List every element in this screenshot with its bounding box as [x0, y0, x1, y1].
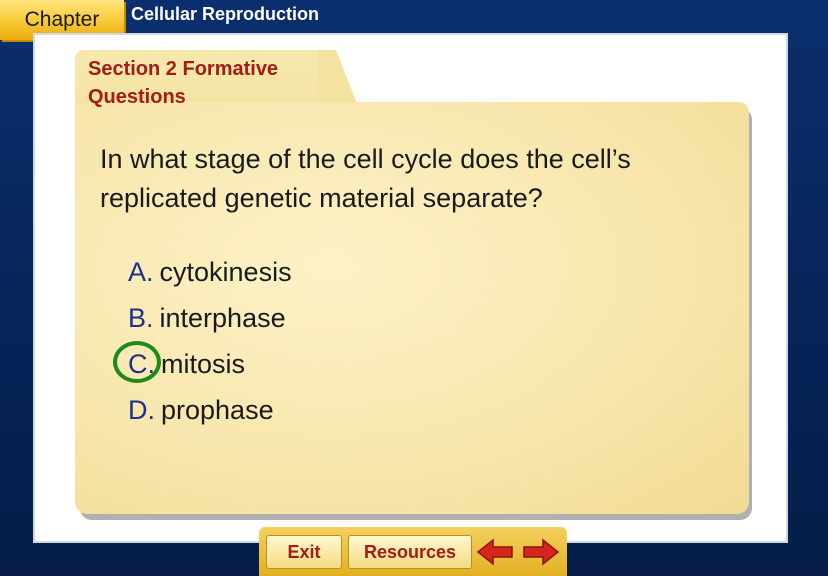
- answer-letter: A.: [128, 257, 154, 287]
- answer-letter: B.: [128, 303, 154, 333]
- exit-button[interactable]: Exit: [266, 535, 342, 569]
- answer-text: mitosis: [161, 349, 246, 379]
- answer-option-b[interactable]: [128, 295, 528, 341]
- answer-option-a[interactable]: [128, 249, 528, 295]
- section-title: Section 2 Formative Questions: [88, 58, 279, 108]
- answer-letter: D.: [128, 395, 155, 425]
- chapter-label: Chapter: [24, 8, 100, 31]
- answer-list: [128, 249, 528, 433]
- resources-button[interactable]: Resources: [348, 535, 472, 569]
- answer-option-c[interactable]: [128, 341, 528, 387]
- answer-text: cytokinesis: [159, 257, 292, 287]
- question-text: In what stage of the cell cycle does the cell’s replicated genetic material separate?: [100, 144, 631, 213]
- answer-option-d[interactable]: [128, 387, 528, 433]
- arrow-left-icon[interactable]: [476, 537, 514, 567]
- answer-text: prophase: [161, 395, 274, 425]
- arrow-right-icon[interactable]: [522, 537, 560, 567]
- chapter-title: Cellular Reproduction: [131, 4, 320, 24]
- correct-answer-circle-icon: [113, 341, 161, 383]
- answer-letter: C.: [128, 349, 155, 379]
- answer-text: interphase: [159, 303, 286, 333]
